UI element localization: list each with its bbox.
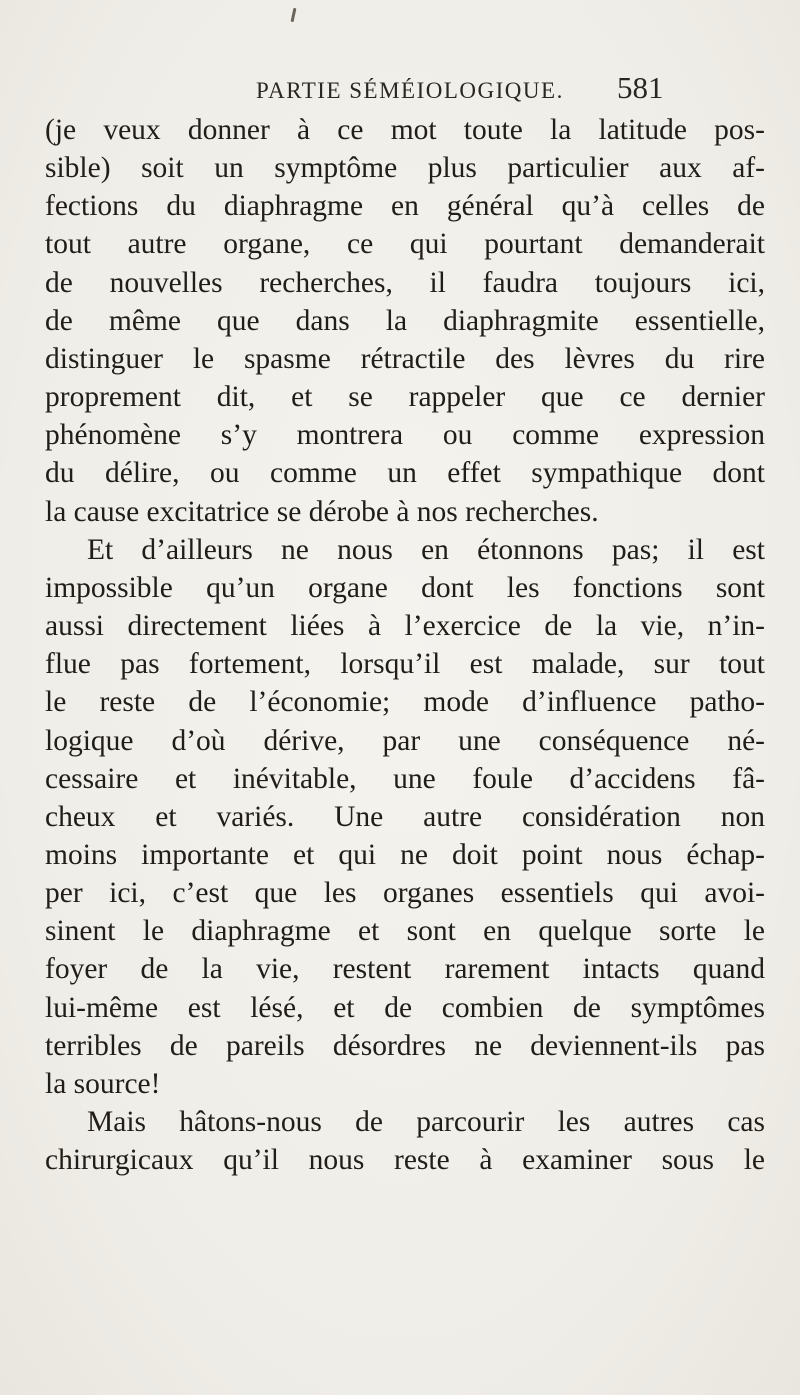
text-line: sible) soit un symptôme plus particulier aux af- (45, 152, 765, 185)
text-line: du délire, ou comme un effet sympathique dont (45, 457, 765, 490)
ink-mark (291, 8, 297, 22)
text-line: distinguer le spasme rétractile des lèvres du rire (45, 342, 765, 375)
text-line: de même que dans la diaphragmite essentielle, (45, 304, 765, 337)
text-line: chirurgicaux qu’il nous reste à examiner sous le (45, 1144, 765, 1177)
body-text (45, 111, 765, 1179)
text-line: per ici, c’est que les organes essentiels qui avoi- (45, 877, 765, 910)
paragraph-start-line: Mais hâtons-nous de parcourir les autres cas (87, 1106, 765, 1139)
text-line: (je veux donner à ce mot toute la latitude pos- (45, 114, 765, 146)
text-line: le reste de l’économie; mode d’influence patho- (45, 686, 765, 719)
text-line: lui-même est lésé, et de combien de symptômes (45, 991, 765, 1024)
text-line: la cause excitatrice se dérobe à nos recherches. (45, 495, 599, 528)
running-header: PARTIE SÉMÉIOLOGIQUE. (256, 78, 564, 103)
paragraph-start-line: Et d’ailleurs ne nous en étonnons pas; il est (87, 533, 765, 566)
text-line: impossible qu’un organe dont les fonctions sont (45, 571, 765, 604)
text-line: sinent le diaphragme et sont en quelque sorte le (45, 915, 765, 948)
text-line: cessaire et inévitable, une foule d’accidens fâ- (45, 762, 765, 795)
text-line: logique d’où dérive, par une conséquence né- (45, 724, 765, 757)
text-line: moins importante et qui ne doit point nous échap- (45, 838, 765, 871)
text-line: phénomène s’y montrera ou comme expression (45, 419, 765, 452)
text-line: proprement dit, et se rappeler que ce dernier (45, 381, 765, 414)
text-line: flue pas fortement, lorsqu’il est malade, sur tout (45, 648, 765, 681)
page-number: 581 (617, 70, 664, 105)
text-line: cheux et variés. Une autre considération non (45, 800, 765, 833)
text-line: aussi directement liées à l’exercice de la vie, n’in- (45, 610, 765, 643)
text-line: de nouvelles recherches, il faudra toujours ici, (45, 266, 765, 299)
text-line: tout autre organe, ce qui pourtant demanderait (45, 228, 765, 261)
text-line: fections du diaphragme en général qu’à celles de (45, 190, 765, 223)
text-line: foyer de la vie, restent rarement intacts quand (45, 953, 765, 986)
text-line: terribles de pareils désordres ne deviennent-ils pas (45, 1029, 765, 1062)
text-line: la source! (45, 1067, 161, 1100)
